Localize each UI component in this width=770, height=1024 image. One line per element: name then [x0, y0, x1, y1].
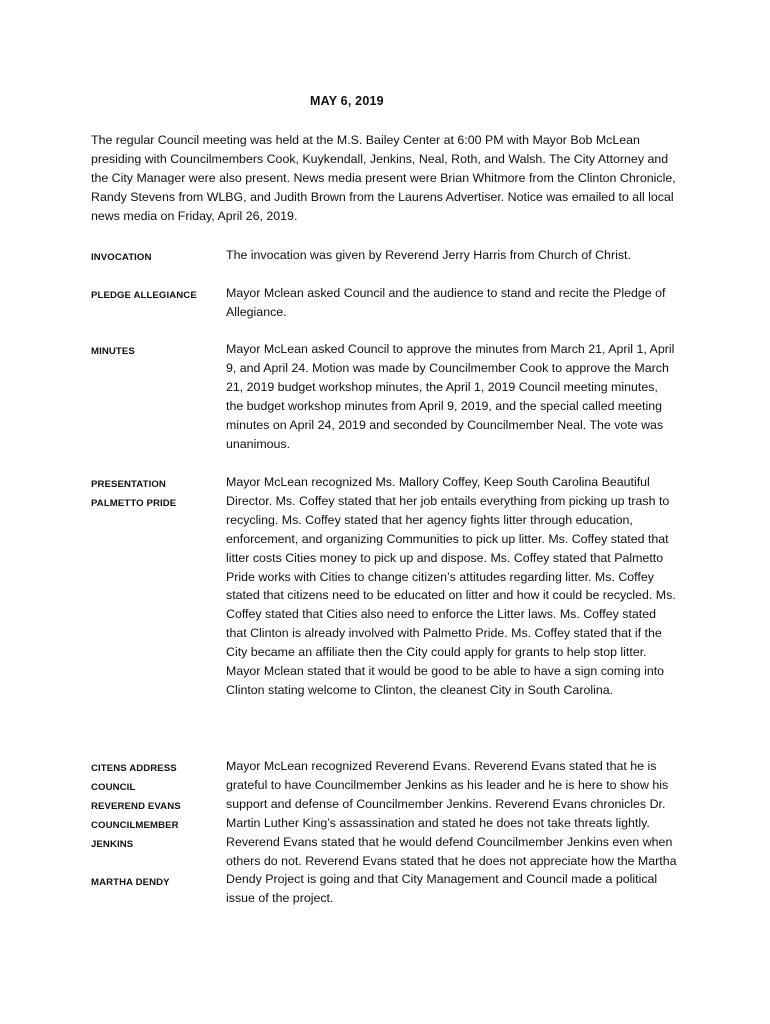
section-text: Mayor McLean asked Council to approve the minutes from March 21, April 1, April 9, and April 24. Motion was made by Councilmember Cook to approve the March 21, 2019 budget workshop minutes, the April 1, 2019 Council meeting minutes, the budget workshop minutes from April 9, 2019, and the special called meeting minutes on April 24, 2019 and seconded by Councilmember Neal. The vote was unanimous. — [226, 342, 675, 451]
section-label: INVOCATION — [91, 252, 152, 263]
section-text: Mayor McLean recognized Ms. Mallory Coffey, Keep South Carolina Beautiful Director. Ms. Coffey stated that her job entails everything from picking up trash to recycling. Ms. Coffey stated that her agency fights litter through education, enforcement, and organizing Communities to pick up litter. Ms. Coffey stated that litter costs Cities money to pick up and dispose. Ms. Coffey stated that Palmetto Pride works with Cities to change citizen’s attitudes regarding litter. Ms. Coffey stated that citizens need to be educated on litter and how it could be recycled. Ms. Coffey stated that Cities also need to enforce the Litter laws. Ms. Coffey stated that Clinton is already involved with Palmetto Pride. Ms. Coffey stated that if the City became an affiliate then the City could apply for grants to help stop litter. Mayor Mclean stated that it would be good to be able to have a sign coming into Clinton stating welcome to Clinton, the cleanest City in South Carolina. — [226, 475, 676, 697]
section-label: PRESENTATION — [91, 479, 166, 490]
intro-paragraph: The regular Council meeting was held at the M.S. Bailey Center at 6:00 PM with Mayor Bob McLean presiding with Councilmembers Cook, Kuykendall, Jenkins, Neal, Roth, and Walsh. The City Attorney and the City Manager were also present. News media present were Brian Whitmore from the Clinton Chronicle, Randy Stevens from WLBG, and Judith Brown from the Laurens Advertiser. Notice was emailed to all local news media on Friday, April 26, 2019. — [91, 133, 676, 223]
section-label-column — [91, 248, 221, 267]
section-label: PALMETTO PRIDE — [91, 498, 177, 509]
section-label: MINUTES — [91, 346, 135, 357]
section-label: JENKINS — [91, 839, 134, 850]
section-label-column — [91, 342, 221, 361]
meeting-date-heading: MAY 6, 2019 — [310, 94, 384, 108]
section-text: Mayor Mclean asked Council and the audience to stand and recite the Pledge of Allegiance. — [226, 286, 666, 319]
section-label: COUNCILMEMBER — [91, 820, 179, 831]
section-text: Mayor McLean recognized Reverend Evans. Reverend Evans stated that he is grateful to have Councilmember Jenkins as his leader and he is here to show his support and defense of Councilmember Jenkins. Reverend Evans chronicles Dr. Martin Luther King’s assassination and stated he does not take threats lightly. Reverend Evans stated that he would defend Councilmember Jenkins even when others do not. Reverend Evans stated that he does not appreciate how the Martha Dendy Project is going and that City Management and Council made a political issue of the project. — [226, 759, 677, 906]
section-label: COUNCIL — [91, 782, 136, 793]
section-text: The invocation was given by Reverend Jerry Harris from Church of Christ. — [226, 248, 631, 262]
section-label: MARTHA DENDY — [91, 877, 170, 888]
section-label: CITENS ADDRESS — [91, 763, 177, 774]
section-label: REVEREND EVANS — [91, 801, 181, 812]
section-label-column — [91, 759, 221, 892]
section-label-column — [91, 286, 221, 305]
section-label: PLEDGE ALLEGIANCE — [91, 290, 197, 301]
section-label-column — [91, 475, 221, 513]
